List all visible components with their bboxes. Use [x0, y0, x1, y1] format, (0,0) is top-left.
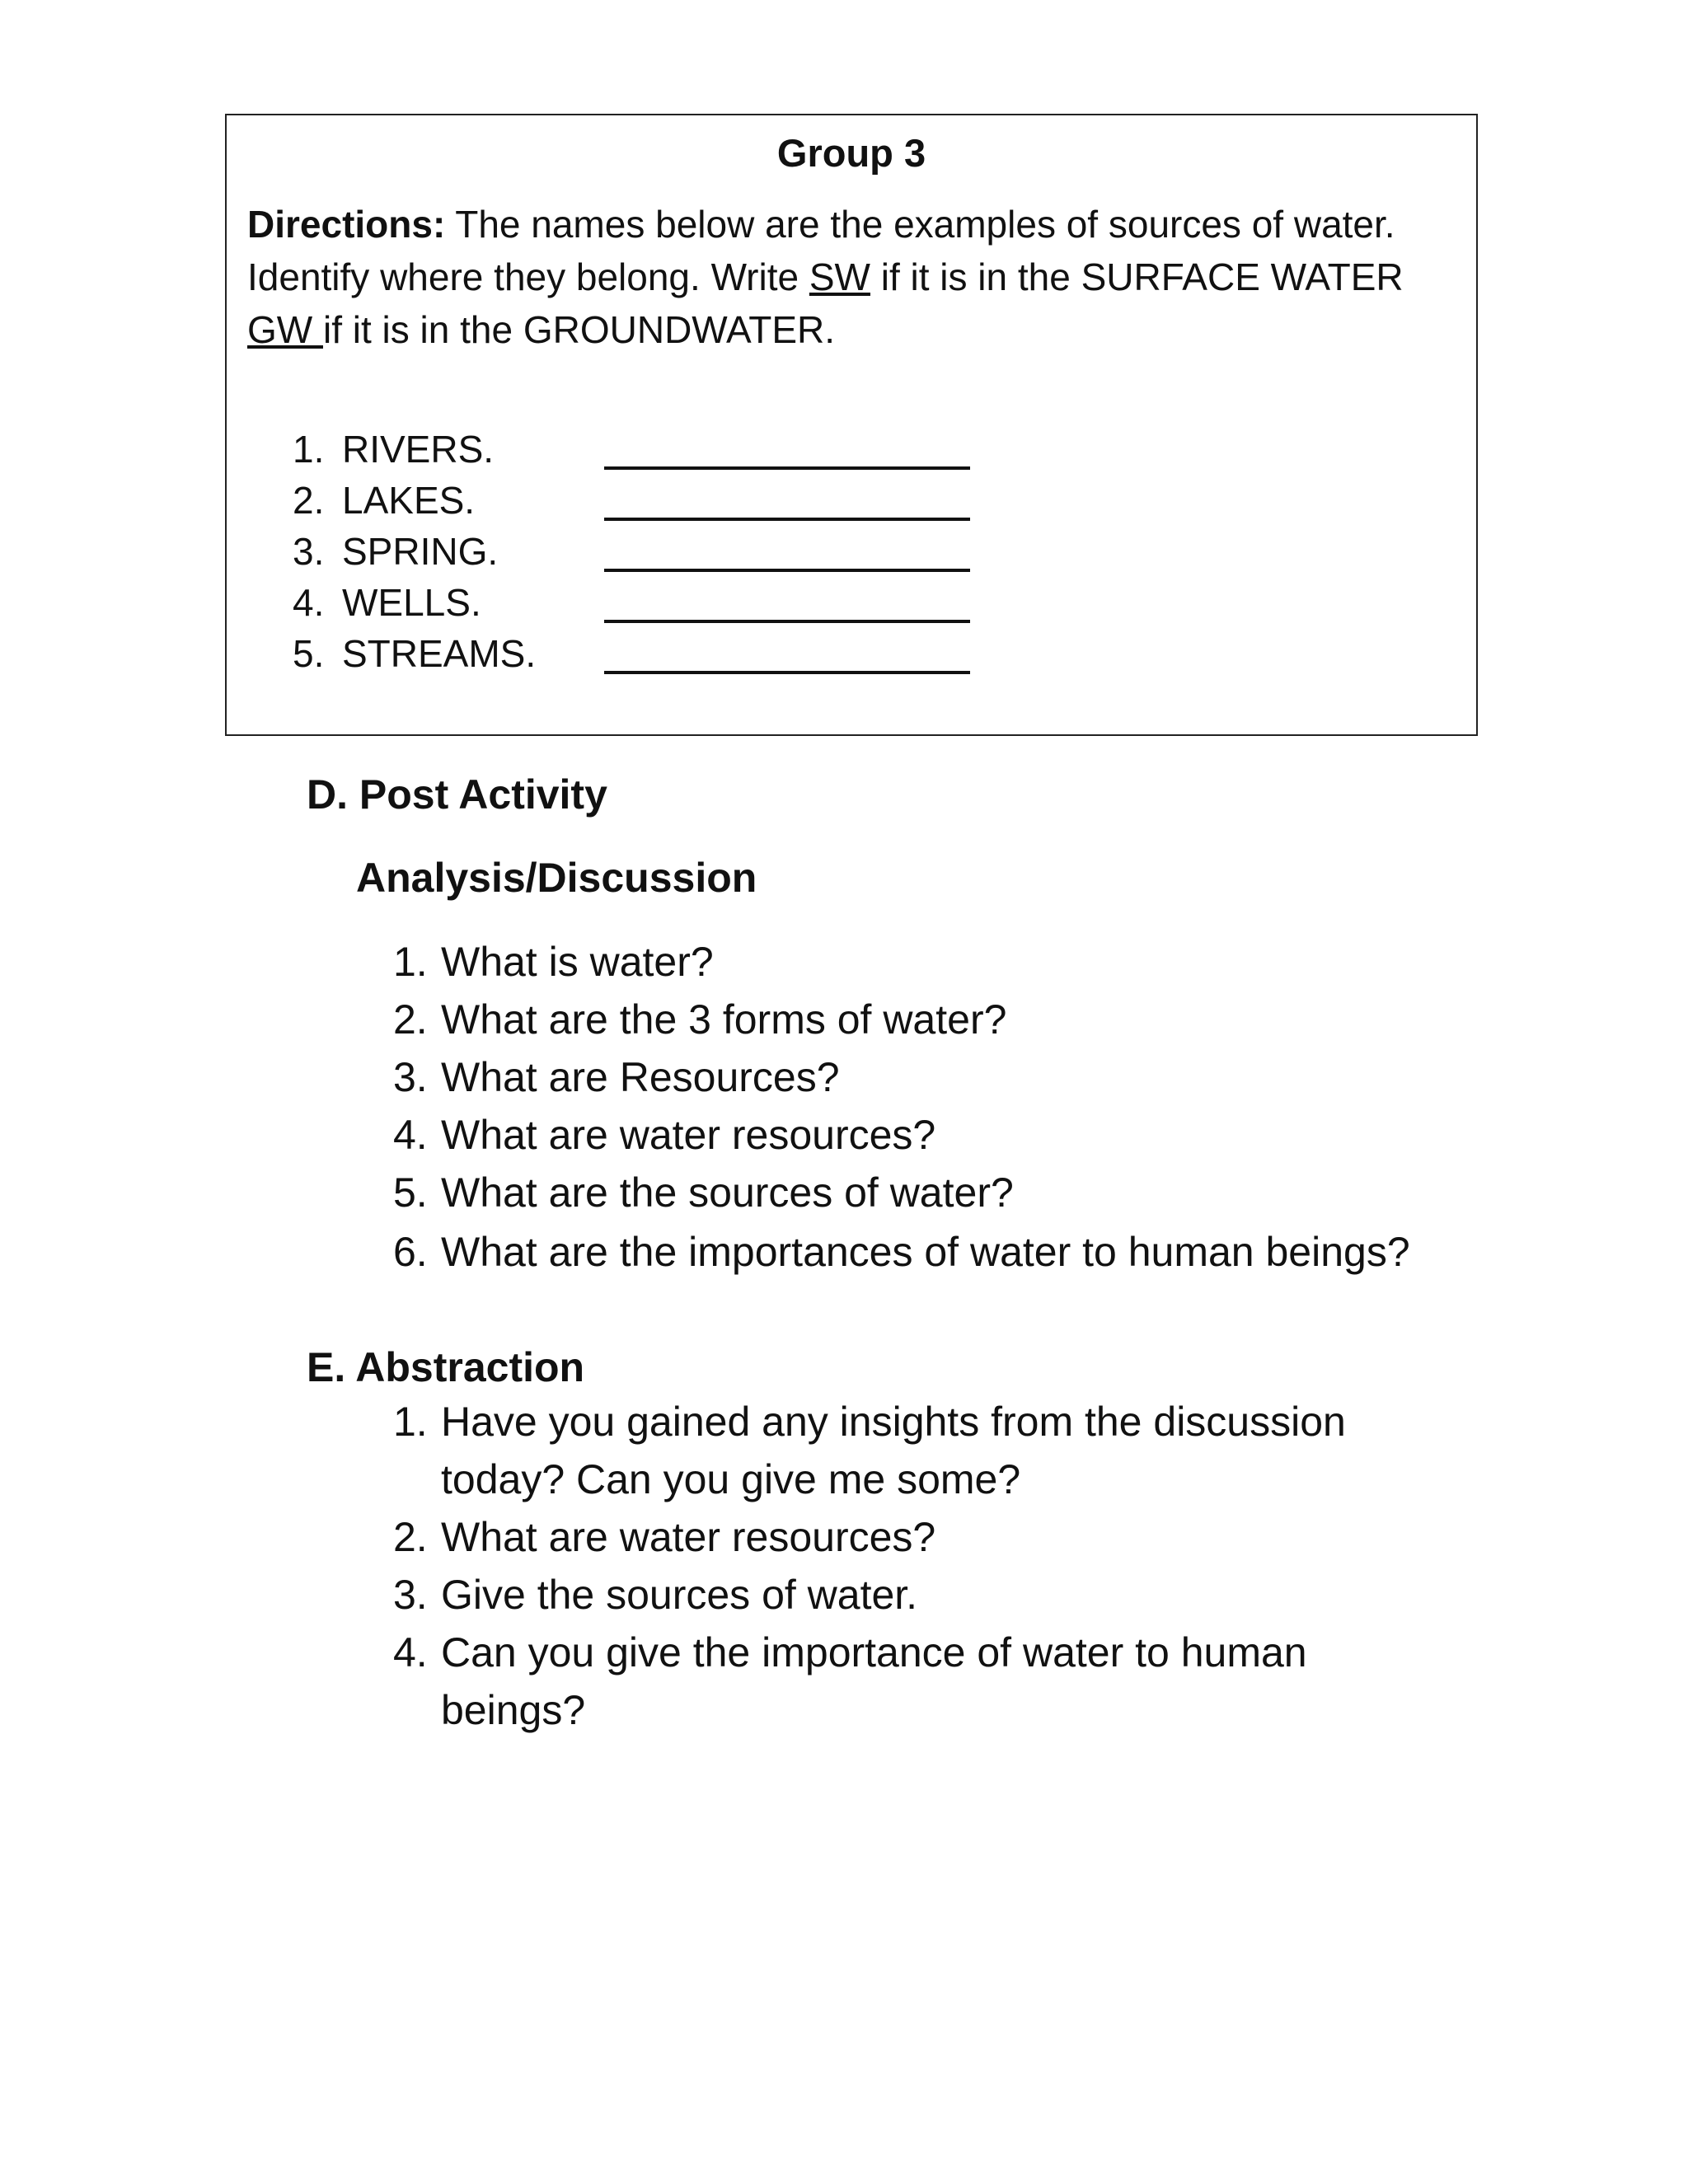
question-number: 3.: [393, 1572, 428, 1618]
question-number: 5.: [393, 1169, 428, 1216]
question-text: What are Resources?: [441, 1054, 840, 1100]
item-word: SPRING.: [342, 530, 499, 573]
item-word: STREAMS.: [342, 632, 537, 675]
question-number: 4.: [393, 1629, 428, 1675]
directions-text: [247, 198, 1467, 356]
question-text: What are the sources of water?: [441, 1169, 1014, 1216]
list-item: [393, 1508, 1346, 1566]
question-number: 3.: [393, 1054, 428, 1100]
question-text-continued: beings?: [441, 1687, 586, 1733]
list-item: [393, 1221, 1410, 1282]
question-number: 6.: [393, 1229, 428, 1275]
discussion-question-list: [393, 933, 1410, 1282]
list-item: [393, 1566, 1346, 1624]
question-text-continued: today? Can you give me some?: [441, 1456, 1021, 1502]
directions-part-2: if it is in the SURFACE WATER: [870, 255, 1404, 298]
abstraction-heading: E. Abstraction: [307, 1344, 585, 1390]
item-number: 4.: [293, 581, 325, 624]
question-number: 1.: [393, 939, 428, 985]
answer-blank[interactable]: [604, 671, 970, 674]
question-text: Can you give the importance of water to human: [441, 1629, 1307, 1675]
list-item: [393, 1106, 1410, 1164]
list-item: [393, 1624, 1346, 1739]
directions-part-3: if it is in the GROUNDWATER.: [322, 308, 836, 351]
question-text: What are the importances of water to human beings?: [441, 1229, 1410, 1275]
group-title: Group 3: [776, 131, 926, 175]
list-item: [393, 1393, 1346, 1508]
question-text: What are water resources?: [441, 1514, 936, 1560]
list-item: [393, 991, 1410, 1048]
item-number: 5.: [293, 632, 325, 675]
analysis-discussion-heading: Analysis/Discussion: [356, 855, 757, 901]
question-text: What are the 3 forms of water?: [441, 996, 1007, 1043]
item-number: 3.: [293, 530, 325, 573]
question-text: Have you gained any insights from the discussion: [441, 1399, 1346, 1445]
answer-blank[interactable]: [604, 518, 970, 521]
item-word: RIVERS.: [342, 428, 495, 471]
answer-blank[interactable]: [604, 569, 970, 572]
item-number: 2.: [293, 479, 325, 522]
item-word: WELLS.: [342, 581, 481, 624]
answer-blank[interactable]: [604, 466, 970, 470]
question-text: What is water?: [441, 939, 714, 985]
sw-code: SW: [809, 255, 870, 298]
question-number: 2.: [393, 996, 428, 1043]
question-text: Give the sources of water.: [441, 1572, 918, 1618]
directions-part-1: The names below are the examples of sources of water. Identify where they belong. Write: [247, 203, 1395, 298]
group-activity-box: [225, 114, 1478, 736]
item-number: 1.: [293, 428, 325, 471]
item-word: LAKES.: [342, 479, 476, 522]
answer-blank[interactable]: [604, 620, 970, 623]
gw-code: GW: [247, 308, 323, 351]
list-item: [393, 1048, 1410, 1106]
list-item: [393, 1164, 1410, 1221]
question-number: 1.: [393, 1399, 428, 1445]
list-item: [393, 933, 1410, 991]
post-activity-heading: D. Post Activity: [307, 771, 607, 818]
question-number: 2.: [393, 1514, 428, 1560]
question-text: What are water resources?: [441, 1112, 936, 1158]
directions-label: Directions:: [247, 203, 446, 246]
abstraction-question-list: [393, 1393, 1346, 1739]
question-number: 4.: [393, 1112, 428, 1158]
